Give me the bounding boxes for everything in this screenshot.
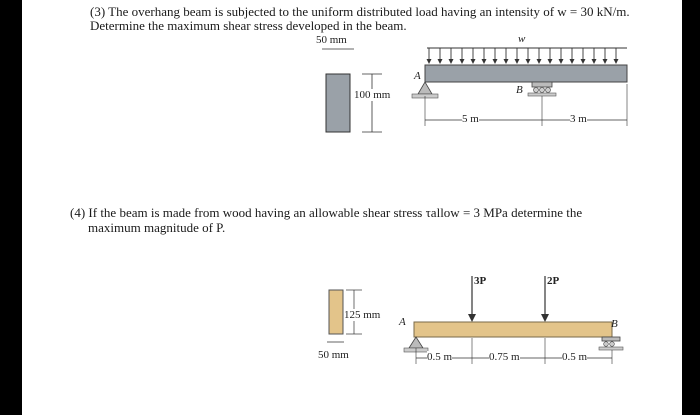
load-arrow-head [614, 59, 619, 64]
textbook-page [22, 0, 682, 415]
problem4-line2: maximum magnitude of P. [88, 220, 226, 235]
p3-load-label: w [518, 33, 526, 45]
p4-load-2p-label: 2P [547, 275, 560, 287]
load-arrow-head [493, 59, 498, 64]
p3-roller-support-b [528, 82, 556, 96]
load-arrow-head [504, 59, 509, 64]
load-arrow-head [603, 59, 608, 64]
load-arrow-head [482, 59, 487, 64]
p3-support-b-label: B [516, 84, 523, 96]
load-arrow-head [438, 59, 443, 64]
problem3-line1: (3) The overhang beam is subjected to the uniform distributed load having an intensity of w = 30 kN/m. [90, 4, 630, 19]
p4-span-1-label: 0.5 m [427, 351, 453, 363]
p3-span-ab-label: 5 m [462, 113, 479, 125]
p3-support-a-label: A [414, 70, 421, 82]
load-arrow-head [427, 59, 432, 64]
load-arrow-head [581, 59, 586, 64]
load-arrow-head [449, 59, 454, 64]
p4-span-2-label: 0.75 m [489, 351, 520, 363]
load-arrow-head [559, 59, 564, 64]
load-arrow-head [460, 59, 465, 64]
p3-beam [425, 65, 627, 82]
load-arrow-head [471, 59, 476, 64]
load-arrow-head [537, 59, 542, 64]
p3-cross-section [326, 74, 350, 132]
load-arrow-head [526, 59, 531, 64]
problem3-figure [22, 28, 682, 178]
load-arrow-head [515, 59, 520, 64]
p4-section-width-label: 50 mm [318, 349, 349, 361]
p4-beam [414, 322, 612, 337]
problem4-line1: (4) If the beam is made from wood having an allowable shear stress τallow = 3 MPa determine the [70, 205, 583, 220]
load-arrow-head [570, 59, 575, 64]
p4-roller-support-b [599, 337, 623, 350]
p4-section-height-label: 125 mm [344, 309, 381, 321]
p3-load-arrows [427, 48, 619, 64]
problem3-line2: Determine the maximum shear stress developed in the beam. [90, 18, 407, 33]
load-arrow-head [592, 59, 597, 64]
problem4-figure [22, 272, 682, 392]
p4-span-3-label: 0.5 m [562, 351, 588, 363]
p3-pin-support-a [412, 82, 438, 98]
p4-load-3p-label: 3P [474, 275, 487, 287]
p4-support-a-label: A [399, 316, 406, 328]
p4-cross-section [329, 290, 343, 334]
p4-support-b-label: B [611, 318, 618, 330]
p3-section-width-label: 50 mm [316, 34, 347, 46]
p3-span-overhang-label: 3 m [570, 113, 587, 125]
p3-section-height-label: 100 mm [354, 89, 391, 101]
load-arrow-head [548, 59, 553, 64]
